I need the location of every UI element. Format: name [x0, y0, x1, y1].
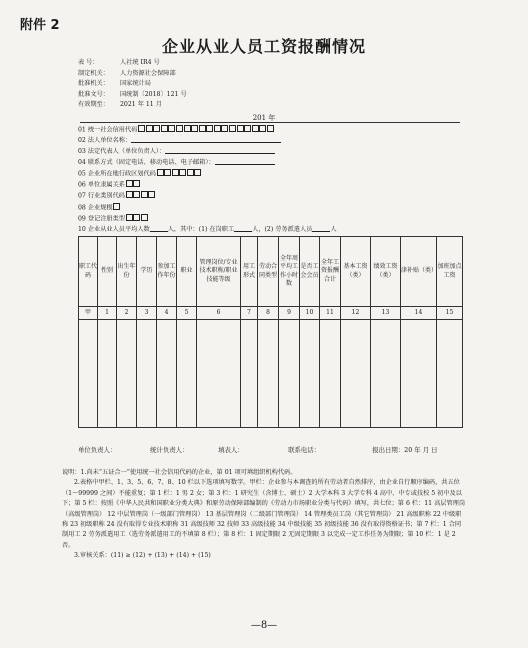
item-02: [78, 136, 337, 147]
table-cell[interactable]: [258, 320, 279, 428]
report-year: 201 年: [252, 114, 276, 122]
meta-key: 制定机关：: [78, 69, 109, 77]
col-header: 性别: [98, 237, 117, 307]
col-code: 7: [241, 307, 258, 320]
col-code: 14: [401, 307, 437, 320]
table-cell[interactable]: [371, 320, 401, 428]
col-header: 加班加点工资: [437, 237, 463, 307]
table-cell[interactable]: [401, 320, 437, 428]
table-code-row: [79, 307, 463, 320]
col-header: 绩效工资（类）: [371, 237, 401, 307]
item-label: 人，(2) 劳务派遣人员: [252, 226, 313, 234]
fill-line[interactable]: [234, 225, 252, 232]
item-01: [78, 125, 337, 136]
col-header: 学历: [137, 237, 157, 307]
item-04: [78, 158, 337, 169]
meta-key: 批准机关：: [78, 80, 109, 88]
col-code: 甲: [79, 307, 98, 320]
table-cell[interactable]: [320, 320, 341, 428]
meta-key: 批准文号：: [78, 90, 109, 98]
meta-value: 国家统计局: [120, 80, 151, 88]
meta-key: 表 号：: [78, 59, 99, 66]
meta-value: 国统制〔2018〕121 号: [120, 90, 187, 98]
note-paragraph: 说明：1.尚未“五证合一”使用统一社会信用代码的企业，第 01 项可填组织机构代码。: [62, 469, 297, 476]
item-label: 05 企业所在地行政区划代码: [78, 170, 156, 178]
col-header: 出生年份: [117, 237, 137, 307]
fill-line[interactable]: [215, 158, 275, 165]
meta-row: [78, 69, 187, 80]
table-header-row: [79, 237, 463, 307]
meta-row: [78, 100, 187, 111]
table-cell[interactable]: [177, 320, 197, 428]
phone-label: 联系电话：: [288, 446, 321, 454]
meta-value: 2021 年 11 月: [120, 101, 162, 109]
item-label: 08 企业规模: [78, 204, 113, 212]
item-08: [78, 203, 337, 214]
signature-line: [78, 445, 438, 454]
meta-value: 人力资源社会保障部: [120, 69, 176, 77]
table-cell[interactable]: [98, 320, 117, 428]
meta-row: [78, 79, 187, 90]
report-date-label: 报出日期：20 年 月 日: [372, 446, 438, 454]
form-metadata: [78, 58, 187, 111]
notes-section: [62, 468, 466, 562]
fill-line[interactable]: [165, 147, 275, 154]
item-03: [78, 147, 337, 158]
page-number: —8—: [250, 620, 278, 631]
item-07: [78, 191, 337, 202]
item-label: 人，其中：(1) 在岗职工: [167, 226, 235, 234]
col-code: 6: [197, 307, 241, 320]
filler-label: 填表人：: [218, 446, 244, 454]
item-label: 03 法定代表人（单位负责人）：: [78, 148, 166, 156]
item-06: [78, 180, 337, 191]
col-code: 5: [177, 307, 197, 320]
col-header: 全年工资报酬合计: [320, 237, 341, 307]
col-code: 3: [137, 307, 157, 320]
table-cell[interactable]: [79, 320, 98, 428]
table-cell[interactable]: [300, 320, 320, 428]
stat-head-label: 统计负责人：: [150, 446, 189, 454]
item-label: 04 联系方式（固定电话、移动电话、电子邮箱）：: [78, 158, 215, 166]
table-row: [79, 320, 463, 428]
table-cell[interactable]: [137, 320, 157, 428]
table-cell[interactable]: [341, 320, 371, 428]
page-title: 企业从业人员工资报酬情况: [161, 37, 366, 56]
col-header: 管理岗位/专业技术职称/职业技能等级: [197, 237, 241, 307]
table-cell[interactable]: [241, 320, 258, 428]
table-cell[interactable]: [437, 320, 463, 428]
item-10: [78, 225, 337, 236]
col-header: 职业: [177, 237, 197, 307]
col-header: 职工代码: [79, 237, 98, 307]
note-paragraph: 2.表格中甲栏、1、3、5、6、7、8、10 栏以下选项填写数字。甲栏：企业参与本调查的所有劳动者自然排序，由企业自行顺序编码，共五位（1～99999 之间）不能重复；第 1 栏：1 男 2 女；第 3 栏：1 研究生（含博士、硕士）2 大学本科 3 大学专科 4 高中、中专或技校 5 初中及以下；第 5 栏：按照《中华人民共和国职业分类大典》和原劳动保障部编制的《劳动力市场职业分类与代码》填写，共七位；第 6 栏：11 高层管理岗（高级管理岗） 12 中层管理岗（一级部门管理岗） 13 基层管理岗（二级部门管理岗） 14 管理类员工岗（其它管理岗） 21 高级职称 22 中级职称 23 初级职称 24 没有取得专业技术职称 31 高级技师 32 技师 33 高级技能 34 中级技能 35 初级技能 36 没有取得资格证书；第 7 栏：1 合同制用工 2 劳务派遣用工（选劳务派遣用工的不填第 8 栏）；第 8 栏：1 固定期限 2 无固定期限 3 以完成一定工作任务为期限；第 10 栏：1 是 2 否。: [62, 479, 466, 549]
item-09: [78, 214, 337, 225]
col-header: 用工形式: [241, 237, 258, 307]
col-code: 4: [157, 307, 177, 320]
col-code: 13: [371, 307, 401, 320]
col-code: 2: [117, 307, 137, 320]
col-header: 参加工作年份: [157, 237, 177, 307]
col-header: 劳动合同类型: [258, 237, 279, 307]
col-header: 基本工资（类）: [341, 237, 371, 307]
table-cell[interactable]: [197, 320, 241, 428]
divider: [80, 122, 460, 123]
item-label: 人: [330, 226, 337, 234]
col-header: 全年周平均工作小时数: [279, 237, 300, 307]
meta-row: [78, 58, 187, 69]
col-code: 11: [320, 307, 341, 320]
item-label: 01 统一社会信用代码: [78, 126, 138, 134]
item-label: 09 登记注册类型: [78, 215, 125, 223]
fill-line[interactable]: [312, 225, 330, 232]
col-header: 是否工会会员: [300, 237, 320, 307]
meta-row: [78, 90, 187, 101]
col-code: 8: [258, 307, 279, 320]
item-label: 06 单位隶属关系: [78, 181, 125, 189]
table-cell[interactable]: [117, 320, 137, 428]
item-label: 10 企业从业人员平均人数: [78, 226, 150, 234]
wage-table: [78, 236, 463, 428]
item-label: 07 行业类别代码: [78, 192, 125, 200]
note-paragraph: 3.审核关系：(11) ≥ (12) + (13) + (14) + (15): [74, 552, 211, 560]
col-code: 10: [300, 307, 320, 320]
attachment-label: 附件 2: [20, 18, 60, 33]
col-header: 津补贴（类）: [401, 237, 437, 307]
col-code: 12: [341, 307, 371, 320]
meta-value: 人社统 IR4 号: [120, 59, 160, 66]
col-code: 15: [437, 307, 463, 320]
item-label: 02 法人单位名称：: [78, 137, 132, 145]
col-code: 1: [98, 307, 117, 320]
item-05: [78, 169, 337, 180]
form-items: [78, 125, 337, 236]
fill-line[interactable]: [131, 136, 281, 143]
table-cell[interactable]: [157, 320, 177, 428]
unit-head-label: 单位负责人：: [78, 446, 117, 454]
table-cell[interactable]: [279, 320, 300, 428]
fill-line[interactable]: [150, 225, 168, 232]
col-code: 9: [279, 307, 300, 320]
meta-key: 有效期至：: [78, 101, 109, 109]
